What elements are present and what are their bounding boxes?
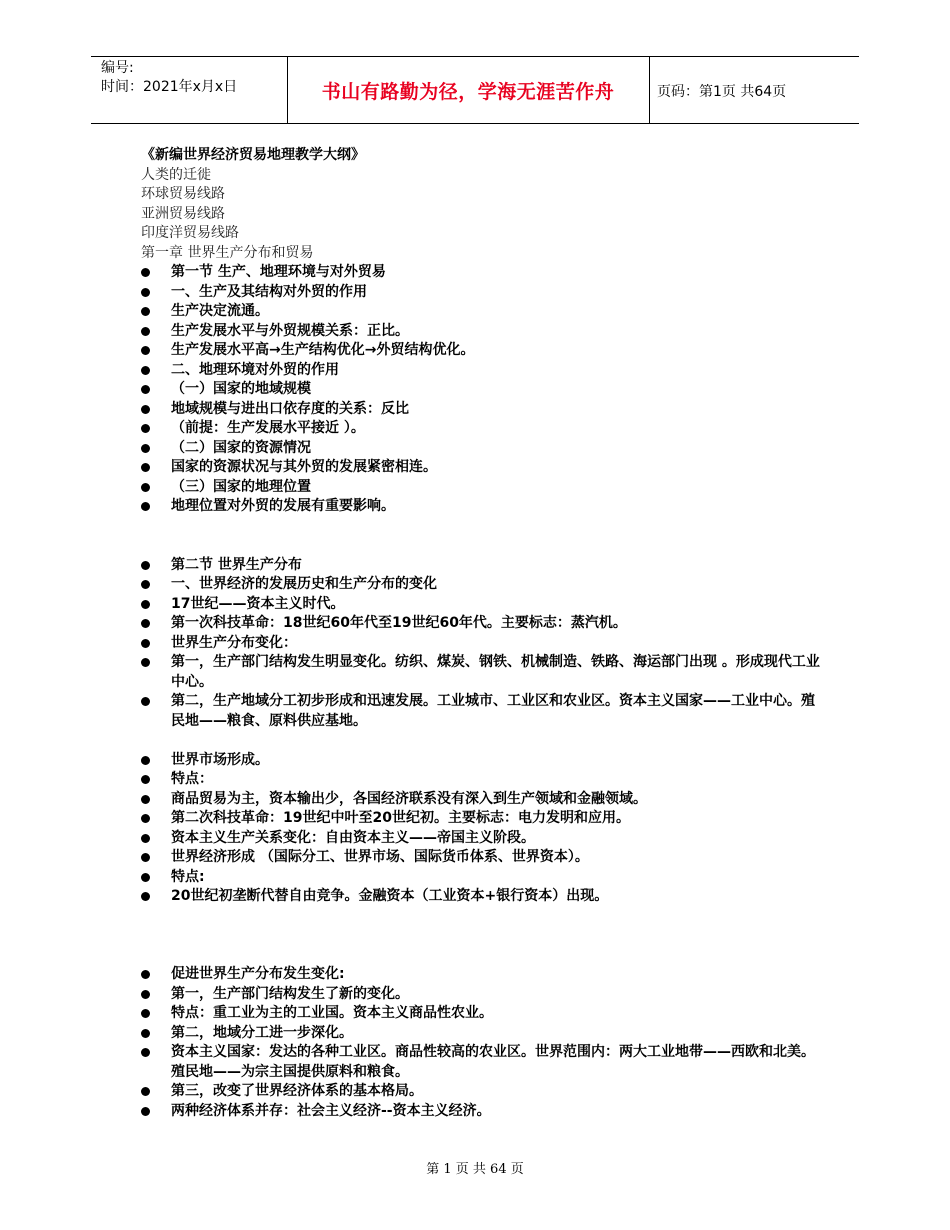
bullet-dot-icon [141,580,150,589]
bullet-text: 特点：重工业为主的工业国。资本主义商品性农业。 [171,1005,493,1021]
bullet-item [141,263,821,283]
bullet-item [141,692,821,731]
bullet-item [141,458,821,478]
bullet-item [141,848,821,868]
bullet-dot-icon [141,1009,150,1018]
bullet-item [141,653,821,692]
bullet-text: 第二，生产地域分工初步形成和迅速发展。工业城市、工业区和农业区。资本主义国家——工业中心。殖民地——粮食、原料供应基地。 [171,693,815,729]
bullet-item [141,322,821,342]
bullet-dot-icon [141,600,150,609]
bullet-text: 第二节 世界生产分布 [171,556,302,573]
bullet-dot-icon [141,1048,150,1057]
bullet-text: （三）国家的地理位置 [171,478,311,495]
bullet-dot-icon [141,756,150,765]
bullet-text: 第二次科技革命：19世纪中叶至20世纪初。主要标志：电力发明和应用。 [171,810,630,826]
bullet-dot-icon [141,288,150,297]
document-body [141,146,821,1121]
plain-line: 印度洋贸易线路 [141,225,239,241]
bullet-text: 生产发展水平高→生产结构优化→外贸结构优化。 [171,342,475,358]
bullet-item [141,751,821,771]
bullet-item [141,556,821,576]
bullet-item [141,1004,821,1024]
plain-line: 人类的迁徙 [141,166,211,183]
bullet-dot-icon [141,1107,150,1116]
bullet-text: 一、生产及其结构对外贸的作用 [171,283,367,300]
bullet-group-3 [141,751,821,907]
bullet-text: 两种经济体系并存：社会主义经济--资本主义经济。 [171,1102,491,1119]
bullet-item [141,1082,821,1102]
bullet-item [141,283,821,303]
plain-line: 亚洲贸易线路 [141,205,225,222]
bullet-item [141,497,821,517]
bullet-dot-icon [141,892,150,901]
bullet-item [141,829,821,849]
bullet-item [141,1102,821,1122]
bullet-dot-icon [141,346,150,355]
bullet-text: 第一次科技革命：18世纪60年代至19世纪60年代。主要标志：蒸汽机。 [171,615,627,631]
bullet-text: 地域规模与进出口依存度的关系：反比 [171,400,409,417]
bullet-dot-icon [141,853,150,862]
bullet-item [141,478,821,498]
header-table [91,56,859,124]
bullet-group-2 [141,556,821,732]
bullet-dot-icon [141,990,150,999]
plain-line: 第一章 世界生产分布和贸易 [141,244,314,261]
bullet-dot-icon [141,268,150,277]
bullet-dot-icon [141,405,150,414]
document-title: 《新编世界经济贸易地理教学大纲》 [141,147,365,163]
bullet-text: 17世纪——资本主义时代。 [171,595,345,612]
bullet-item [141,361,821,381]
bullet-item [141,400,821,420]
bullet-text: 地理位置对外贸的发展有重要影响。 [171,498,395,514]
bullet-dot-icon [141,658,150,667]
bullet-text: 第一节 生产、地理环境与对外贸易 [171,264,386,280]
time-label: 时间：2021年x月x日 [101,79,238,95]
bullet-item [141,595,821,615]
bullet-text: 第一，生产部门结构发生了新的变化。 [171,985,409,1002]
bullet-dot-icon [141,873,150,882]
bullet-dot-icon [141,307,150,316]
page-footer: 第 1 页 共 64 页 [426,1162,524,1177]
bullet-dot-icon [141,697,150,706]
bullet-text: （一）国家的地域规模 [171,381,311,397]
bullet-text: 一、世界经济的发展历史和生产分布的变化 [171,576,437,592]
bullet-item [141,614,821,634]
bullet-dot-icon [141,385,150,394]
bullet-dot-icon [141,463,150,472]
bullet-item [141,809,821,829]
bullet-dot-icon [141,502,150,511]
bullet-dot-icon [141,639,150,648]
bullet-dot-icon [141,970,150,979]
bullet-text: 世界生产分布变化： [171,634,297,651]
bullet-item [141,634,821,654]
bullet-dot-icon [141,424,150,433]
header-divider [649,57,650,123]
bullet-dot-icon [141,795,150,804]
bullet-text: 特点: [171,868,205,885]
bullet-text: 第二，地域分工进一步深化。 [171,1024,353,1041]
bullet-text: 商品贸易为主，资本输出少，各国经济联系没有深入到生产领域和金融领域。 [171,790,647,807]
bullet-item [141,575,821,595]
bullet-text: 第三，改变了世界经济体系的基本格局。 [171,1083,423,1099]
bullet-text: 二、地理环境对外贸的作用 [171,361,339,378]
bullet-dot-icon [141,561,150,570]
bullet-dot-icon [141,327,150,336]
bullet-item [141,1024,821,1044]
bullet-text: 世界市场形成。 [171,751,269,768]
bullet-item [141,341,821,361]
bullet-item [141,380,821,400]
bullet-item [141,419,821,439]
bullet-group-1 [141,263,821,517]
bullet-text: 资本主义生产关系变化：自由资本主义——帝国主义阶段。 [171,829,535,846]
number-label: 编号: [101,60,134,76]
bullet-dot-icon [141,619,150,628]
bullet-dot-icon [141,1029,150,1038]
bullet-item [141,439,821,459]
bullet-text: （二）国家的资源情况 [171,439,311,456]
bullet-item [141,868,821,888]
bullet-text: 国家的资源状况与其外贸的发展紧密相连。 [171,459,437,475]
header-meta [101,59,237,97]
bullet-item [141,965,821,985]
bullet-dot-icon [141,366,150,375]
bullet-item [141,887,821,907]
bullet-text: 促进世界生产分布发生变化: [171,966,345,982]
bullet-dot-icon [141,444,150,453]
bullet-item [141,790,821,810]
bullet-dot-icon [141,814,150,823]
bullet-dot-icon [141,1087,150,1096]
bullet-text: 资本主义国家：发达的各种工业区。商品性较高的农业区。世界范围内：两大工业地带——西欧和北美。殖民地——为宗主国提供原料和粮食。 [171,1044,815,1080]
bullet-text: 生产决定流通。 [171,303,269,319]
bullet-dot-icon [141,775,150,784]
header-page-label: 页码：第1页 共64页 [657,84,787,100]
plain-line: 环球贸易线路 [141,186,225,202]
bullet-item [141,1043,821,1082]
bullet-text: 特点： [171,771,213,787]
bullet-item [141,770,821,790]
header-motto: 书山有路勤为径，学海无涯苦作舟 [321,80,615,103]
bullet-item [141,302,821,322]
bullet-dot-icon [141,483,150,492]
bullet-text: 世界经济形成 （国际分工、世界市场、国际货币体系、世界资本）。 [171,849,589,865]
bullet-text: （前提：生产发展水平接近 ）。 [171,420,365,436]
plain-lines [141,166,821,264]
bullet-text: 20世纪初垄断代替自由竞争。金融资本（工业资本+银行资本）出现。 [171,888,609,904]
bullet-item [141,985,821,1005]
bullet-dot-icon [141,834,150,843]
bullet-group-4 [141,965,821,1121]
bullet-text: 第一，生产部门结构发生明显变化。纺织、煤炭、钢铁、机械制造、铁路、海运部门出现 。形成现代工业中心。 [171,654,820,690]
bullet-text: 生产发展水平与外贸规模关系：正比。 [171,322,409,339]
